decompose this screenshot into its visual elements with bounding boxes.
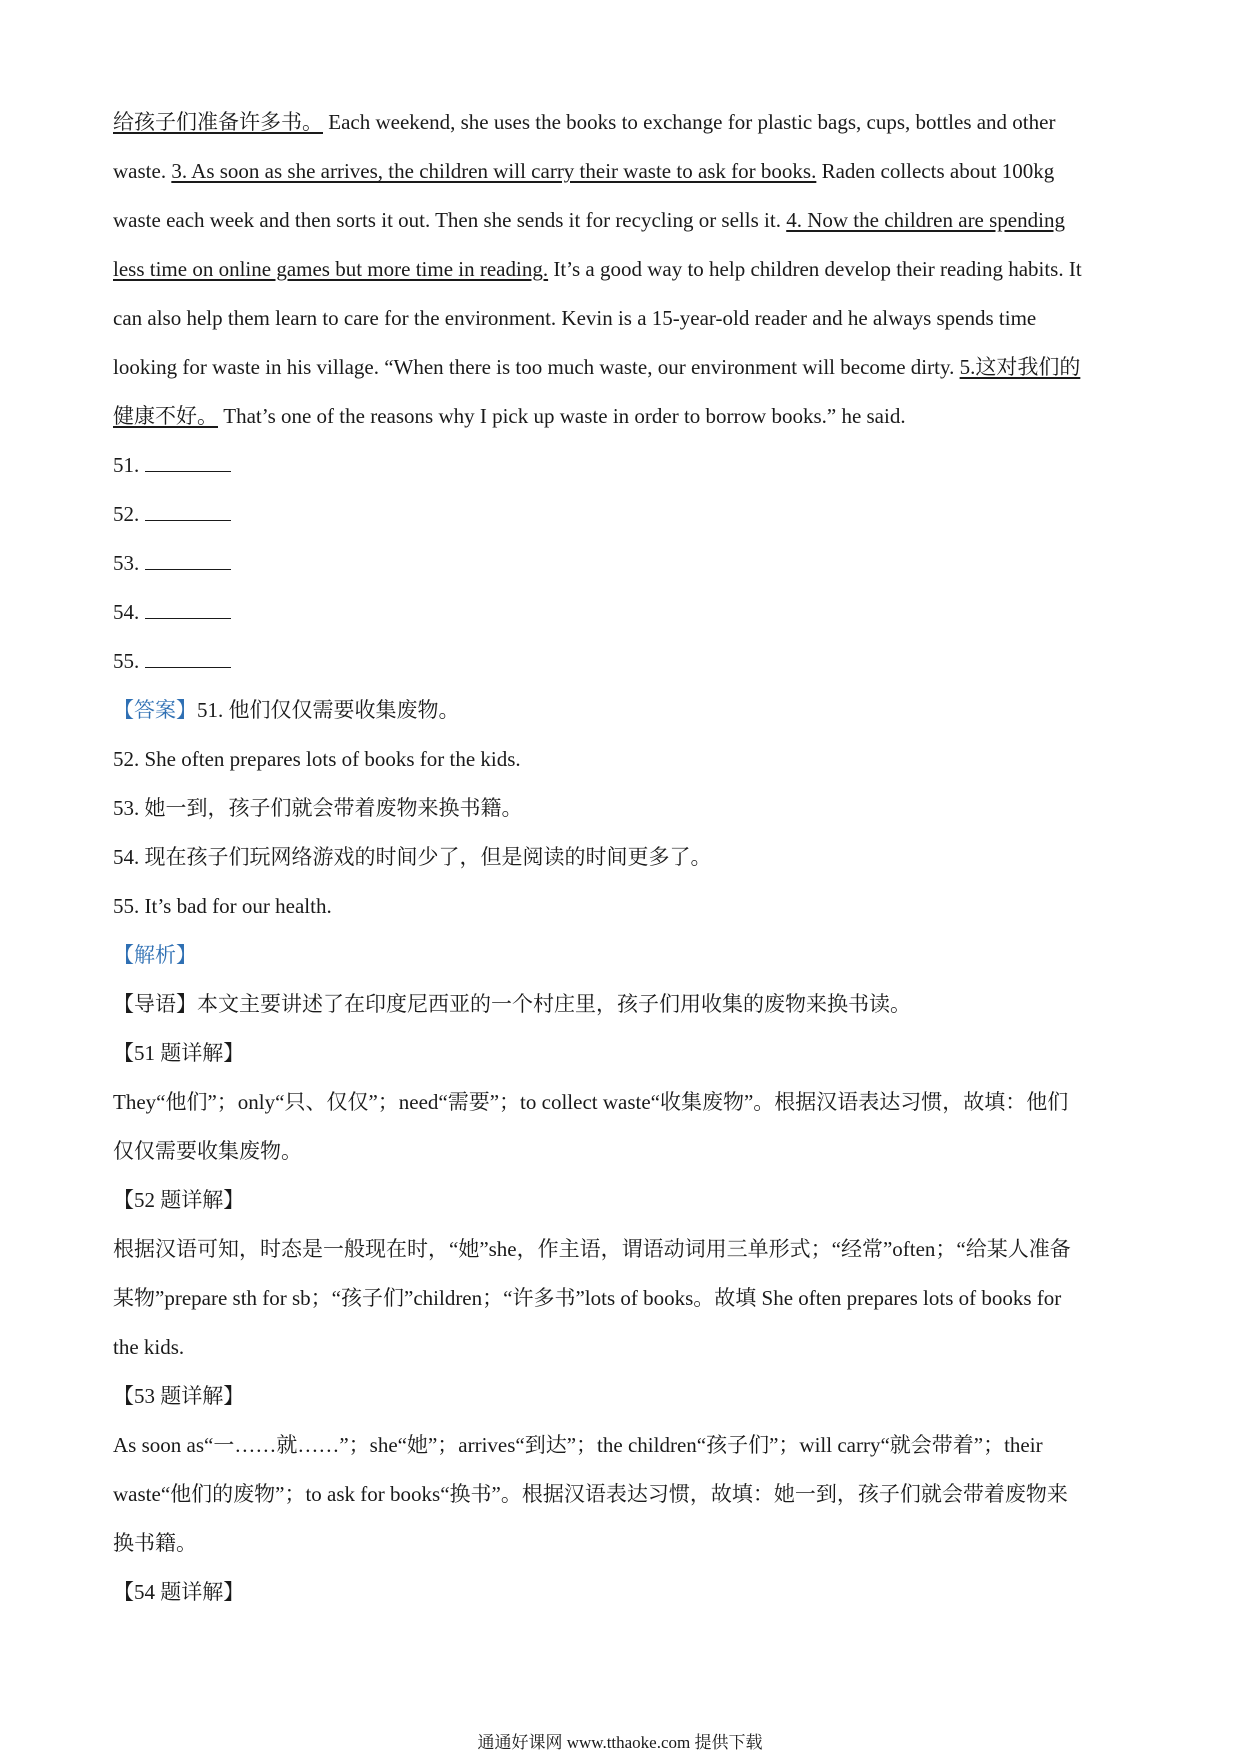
- detail-52-line-1: 根据汉语可知，时态是一般现在时，“她”she，作主语，谓语动词用三单形式；“经常”often；“给某人准备: [113, 1237, 1071, 1261]
- heading-52: 【52 题详解】: [113, 1188, 245, 1212]
- blank-line: [145, 596, 231, 619]
- detail-51-line-2: 仅仅需要收集废物。: [113, 1139, 302, 1163]
- underlined-sentence-4b: less time on online games but more time in reading.: [113, 257, 549, 281]
- detail-51-line-1: They“他们”；only“只、仅仅”；need“需要”；to collect waste“收集废物”。根据汉语表达习惯，故填：他们: [113, 1090, 1069, 1114]
- underlined-sentence-4a: 4. Now the children are spending: [786, 208, 1065, 232]
- underlined-sentence-2: 给孩子们准备许多书。: [113, 110, 323, 134]
- blank-line: [145, 645, 231, 668]
- detail-52-line-3: the kids.: [113, 1335, 185, 1359]
- passage-line-1: 给孩子们准备许多书。 Each weekend, she uses the books to exchange for plastic bags, cups, bottles and other: [113, 110, 1056, 134]
- answer-blank-51: 51.: [113, 441, 1125, 490]
- detail-53-line-2: waste“他们的废物”；to ask for books“换书”。根据汉语表达习惯，故填：她一到，孩子们就会带着废物来: [113, 1482, 1068, 1506]
- answer-54: 54. 现在孩子们玩网络游戏的时间少了，但是阅读的时间更多了。: [113, 845, 712, 869]
- underlined-sentence-5a: 5.这对我们的: [959, 355, 1081, 379]
- answer-52: 52. She often prepares lots of books for the kids.: [113, 747, 521, 771]
- blank-line: [145, 449, 231, 472]
- heading-51: 【51 题详解】: [113, 1041, 245, 1065]
- answer-blank-53: 53.: [113, 539, 1125, 588]
- passage-line-5: can also help them learn to care for the environment. Kevin is a 15-year-old reader and he always spends time: [113, 306, 1037, 330]
- page-footer: 通通好课网 www.tthaoke.com 提供下载: [477, 1733, 763, 1752]
- detail-53-line-1: As soon as“一……就……”；she“她”；arrives“到达”；the children“孩子们”；will carry“就会带着”；their: [113, 1433, 1043, 1457]
- document-body: [113, 98, 1125, 1617]
- blank-line: [145, 547, 231, 570]
- detail-52-line-2: 某物”prepare sth for sb；“孩子们”children；“许多书”lots of books。故填 She often prepares lots of books for: [113, 1286, 1062, 1310]
- analysis-intro: 【导语】本文主要讲述了在印度尼西亚的一个村庄里，孩子们用收集的废物来换书读。: [113, 992, 911, 1016]
- passage-line-3: waste each week and then sorts it out. Then she sends it for recycling or sells it. 4. Now the children are spending: [113, 208, 1065, 232]
- answer-55: 55. It’s bad for our health.: [113, 894, 332, 918]
- underlined-sentence-3: 3. As soon as she arrives, the children will carry their waste to ask for books.: [171, 159, 817, 183]
- detail-53-line-3: 换书籍。: [113, 1531, 197, 1555]
- passage-line-6: looking for waste in his village. “When there is too much waste, our environment will become dirty. 5.这对我们的: [113, 355, 1081, 379]
- analysis-tag: 【解析】: [113, 943, 197, 967]
- answer-53: 53. 她一到，孩子们就会带着废物来换书籍。: [113, 796, 523, 820]
- blank-line: [145, 498, 231, 521]
- heading-53: 【53 题详解】: [113, 1384, 245, 1408]
- passage-line-2: waste. 3. As soon as she arrives, the children will carry their waste to ask for books. Raden collects about 100kg: [113, 159, 1055, 183]
- heading-54: 【54 题详解】: [113, 1580, 245, 1604]
- passage-line-7: 健康不好。 That’s one of the reasons why I pick up waste in order to borrow books.” he said.: [113, 404, 906, 428]
- answer-blank-55: 55.: [113, 637, 1125, 686]
- answer-tag: 【答案】: [113, 698, 197, 722]
- passage-line-4: less time on online games but more time in reading. It’s a good way to help children develop their reading habits. It: [113, 257, 1082, 281]
- answer-blank-52: 52.: [113, 490, 1125, 539]
- answer-blank-54: 54.: [113, 588, 1125, 637]
- answer-51: 【答案】51. 他们仅仅需要收集废物。: [113, 698, 460, 722]
- underlined-sentence-5b: 健康不好。: [113, 404, 218, 428]
